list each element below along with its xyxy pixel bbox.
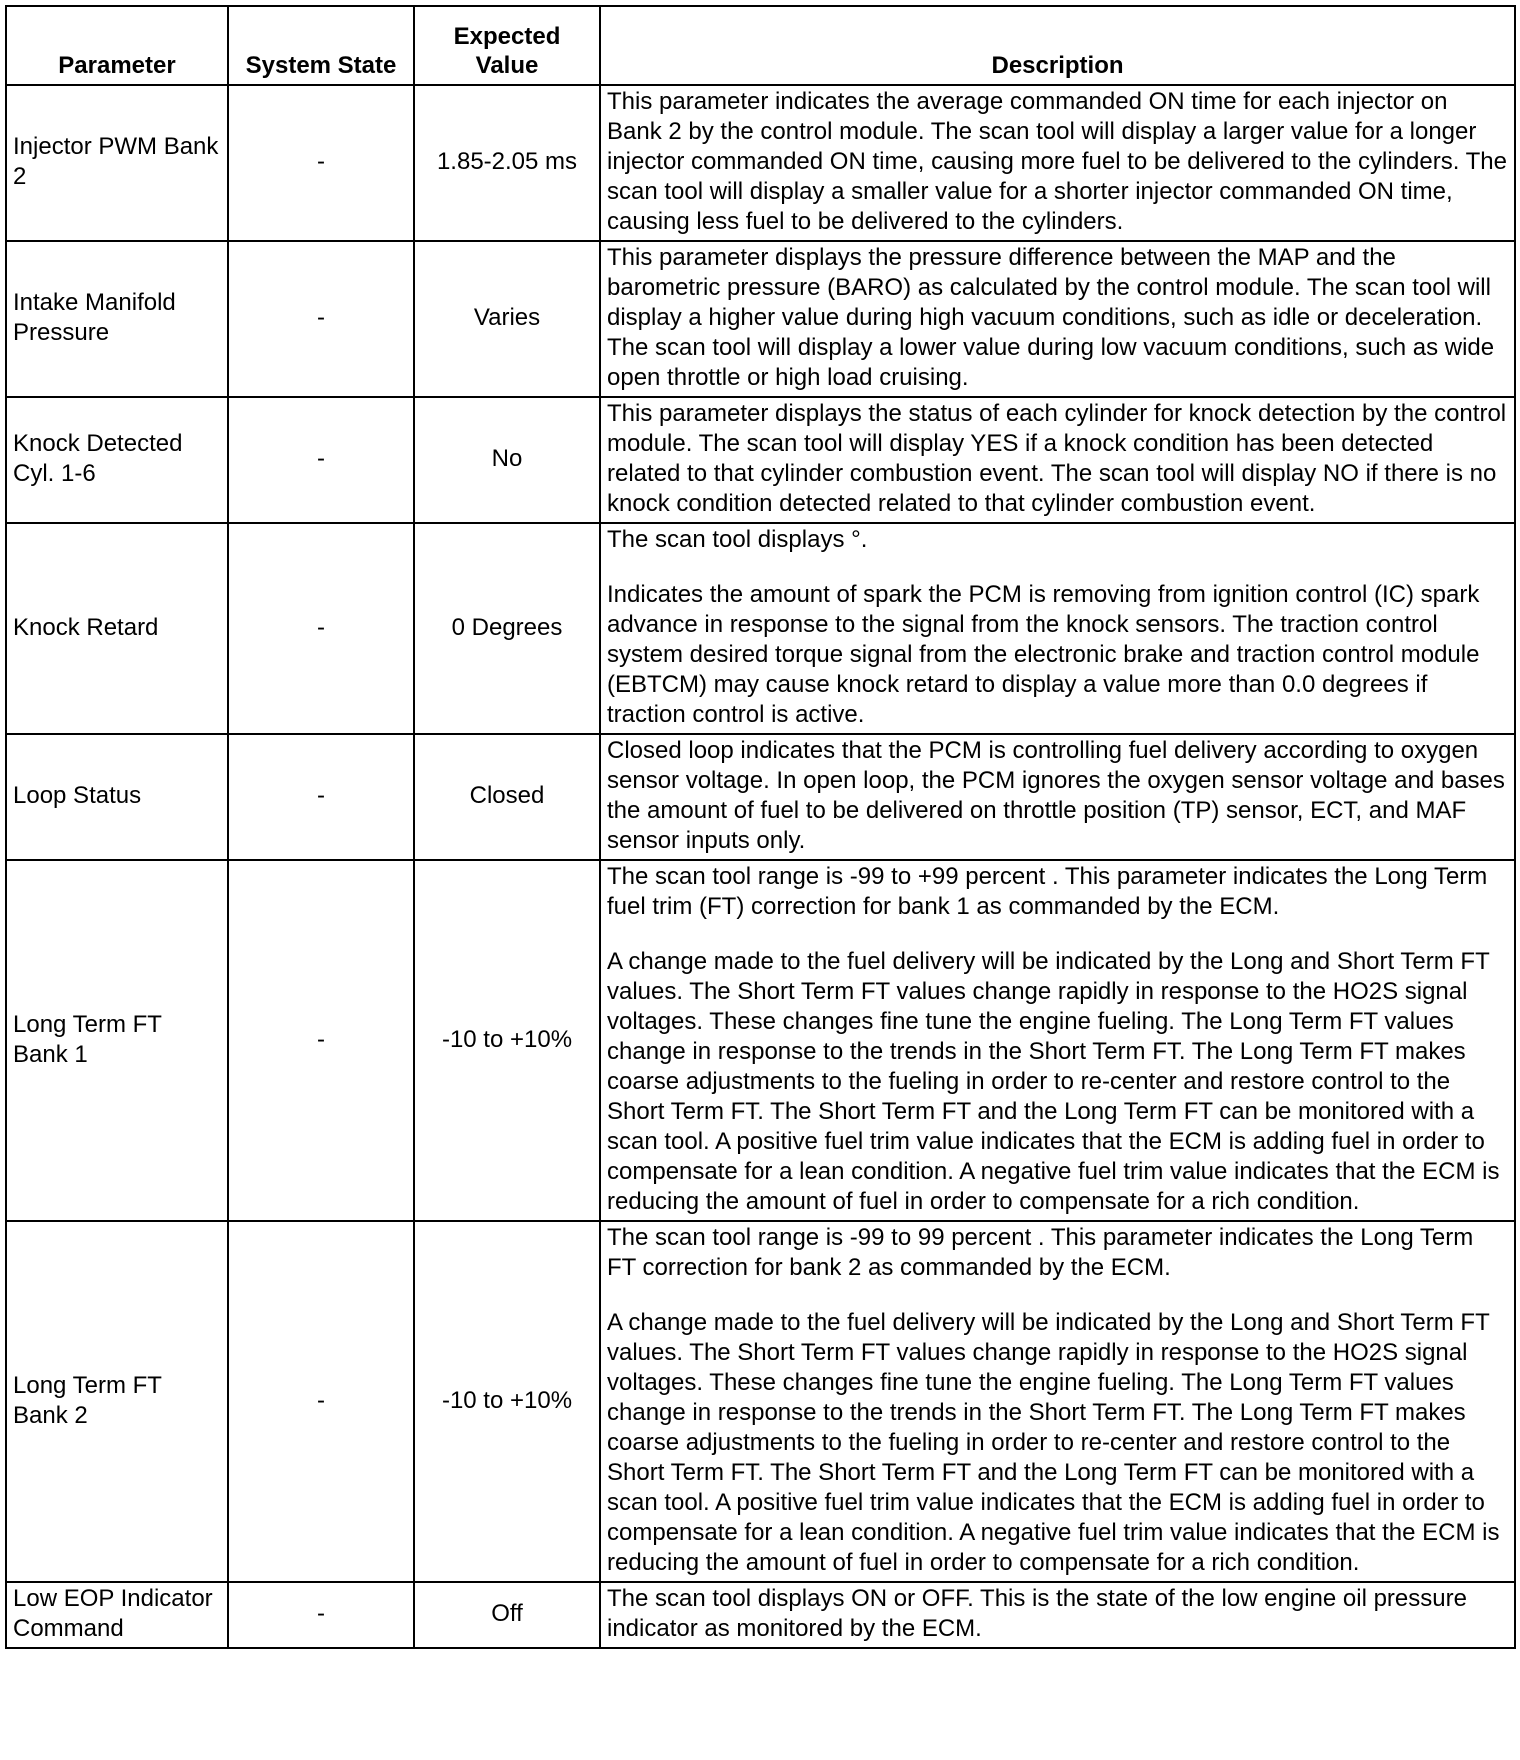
header-parameter: Parameter (6, 6, 228, 85)
header-description: Description (600, 6, 1515, 85)
table-row (6, 860, 1515, 1221)
description-cell (600, 397, 1515, 523)
system-state-cell: - (228, 1221, 414, 1582)
description-cell (600, 860, 1515, 1221)
table-row (6, 397, 1515, 523)
header-system-state: System State (228, 6, 414, 85)
description-cell (600, 1582, 1515, 1648)
parameter-cell: Loop Status (6, 734, 228, 860)
table-row (6, 241, 1515, 397)
table-row (6, 85, 1515, 241)
system-state-cell: - (228, 85, 414, 241)
system-state-cell: - (228, 1582, 414, 1648)
table-row (6, 1582, 1515, 1648)
description-paragraph: Indicates the amount of spark the PCM is removing from ignition control (IC) spark advance in response to the signal from the knock sensors. The traction control system desired torque signal from the electronic brake and traction control module (EBTCM) may cause knock retard to display a value more than 0.0 degrees if traction control is active. (607, 581, 1480, 728)
table-header-row (6, 6, 1515, 85)
parameter-cell: Knock Retard (6, 523, 228, 734)
table-row (6, 1221, 1515, 1582)
expected-value-cell: 0 Degrees (414, 523, 600, 734)
expected-value-cell: 1.85-2.05 ms (414, 85, 600, 241)
system-state-cell: - (228, 860, 414, 1221)
description-paragraph: The scan tool range is -99 to 99 percent . This parameter indicates the Long Term FT correction for bank 2 as commanded by the ECM. (607, 1224, 1474, 1281)
system-state-cell: - (228, 523, 414, 734)
system-state-cell: - (228, 397, 414, 523)
parameter-cell: Injector PWM Bank 2 (6, 85, 228, 241)
description-cell (600, 734, 1515, 860)
description-paragraph: This parameter displays the pressure difference between the MAP and the barometric pressure (BARO) as calculated by the control module. The scan tool will display a higher value during high vacuum conditions, such as idle or deceleration. The scan tool will display a lower value during low vacuum conditions, such as wide open throttle or high load cruising. (607, 244, 1495, 391)
description-paragraph: The scan tool range is -99 to +99 percent . This parameter indicates the Long Term fuel trim (FT) correction for bank 1 as commanded by the ECM. (607, 863, 1488, 920)
description-paragraph: Closed loop indicates that the PCM is controlling fuel delivery according to oxygen sensor voltage. In open loop, the PCM ignores the oxygen sensor voltage and bases the amount of fuel to be delivered on throttle position (TP) sensor, ECT, and MAF sensor inputs only. (607, 737, 1505, 854)
description-cell (600, 85, 1515, 241)
description-paragraph: A change made to the fuel delivery will be indicated by the Long and Short Term FT values. The Short Term FT values change rapidly in response to the HO2S signal voltages. These changes fine tune the engine fueling. The Long Term FT values change in response to the trends in the Short Term FT. The Long Term FT makes coarse adjustments to the fueling in order to re-center and restore control to the Short Term FT. The Short Term FT and the Long Term FT can be monitored with a scan tool. A positive fuel trim value indicates that the ECM is adding fuel in order to compensate for a lean condition. A negative fuel trim value indicates that the ECM is reducing the amount of fuel in order to compensate for a rich condition. (607, 948, 1500, 1215)
description-paragraph: The scan tool displays ON or OFF. This is the state of the low engine oil pressure indicator as monitored by the ECM. (607, 1585, 1467, 1642)
description-cell (600, 241, 1515, 397)
system-state-cell: - (228, 241, 414, 397)
description-paragraph: This parameter indicates the average commanded ON time for each injector on Bank 2 by the control module. The scan tool will display a larger value for a longer injector commanded ON time, causing more fuel to be delivered to the cylinders. The scan tool will display a smaller value for a shorter injector commanded ON time, causing less fuel to be delivered to the cylinders. (607, 88, 1507, 235)
header-expected-value: Expected Value (414, 6, 600, 85)
expected-value-cell: Closed (414, 734, 600, 860)
description-paragraph: This parameter displays the status of each cylinder for knock detection by the control module. The scan tool will display YES if a knock condition has been detected related to that cylinder combustion event. The scan tool will display NO if there is no knock condition detected related to that cylinder combustion event. (607, 400, 1507, 517)
expected-value-cell: -10 to +10% (414, 860, 600, 1221)
expected-value-cell: No (414, 397, 600, 523)
parameter-cell: Knock Detected Cyl. 1-6 (6, 397, 228, 523)
parameter-cell: Low EOP Indicator Command (6, 1582, 228, 1648)
description-paragraph: A change made to the fuel delivery will be indicated by the Long and Short Term FT values. The Short Term FT values change rapidly in response to the HO2S signal voltages. These changes fine tune the engine fueling. The Long Term FT values change in response to the trends in the Short Term FT. The Long Term FT makes coarse adjustments to the fueling in order to re-center and restore control to the Short Term FT. The Short Term FT and the Long Term FT can be monitored with a scan tool. A positive fuel trim value indicates that the ECM is adding fuel in order to compensate for a lean condition. A negative fuel trim value indicates that the ECM is reducing the amount of fuel in order to compensate for a rich condition. (607, 1309, 1500, 1576)
description-paragraph: The scan tool displays °. (607, 526, 868, 553)
description-cell (600, 1221, 1515, 1582)
expected-value-cell: Off (414, 1582, 600, 1648)
description-cell (600, 523, 1515, 734)
parameter-cell: Long Term FT Bank 1 (6, 860, 228, 1221)
expected-value-cell: Varies (414, 241, 600, 397)
table-row (6, 523, 1515, 734)
parameter-cell: Long Term FT Bank 2 (6, 1221, 228, 1582)
system-state-cell: - (228, 734, 414, 860)
expected-value-cell: -10 to +10% (414, 1221, 600, 1582)
parameter-table (5, 5, 1516, 1649)
table-row (6, 734, 1515, 860)
parameter-cell: Intake Manifold Pressure (6, 241, 228, 397)
